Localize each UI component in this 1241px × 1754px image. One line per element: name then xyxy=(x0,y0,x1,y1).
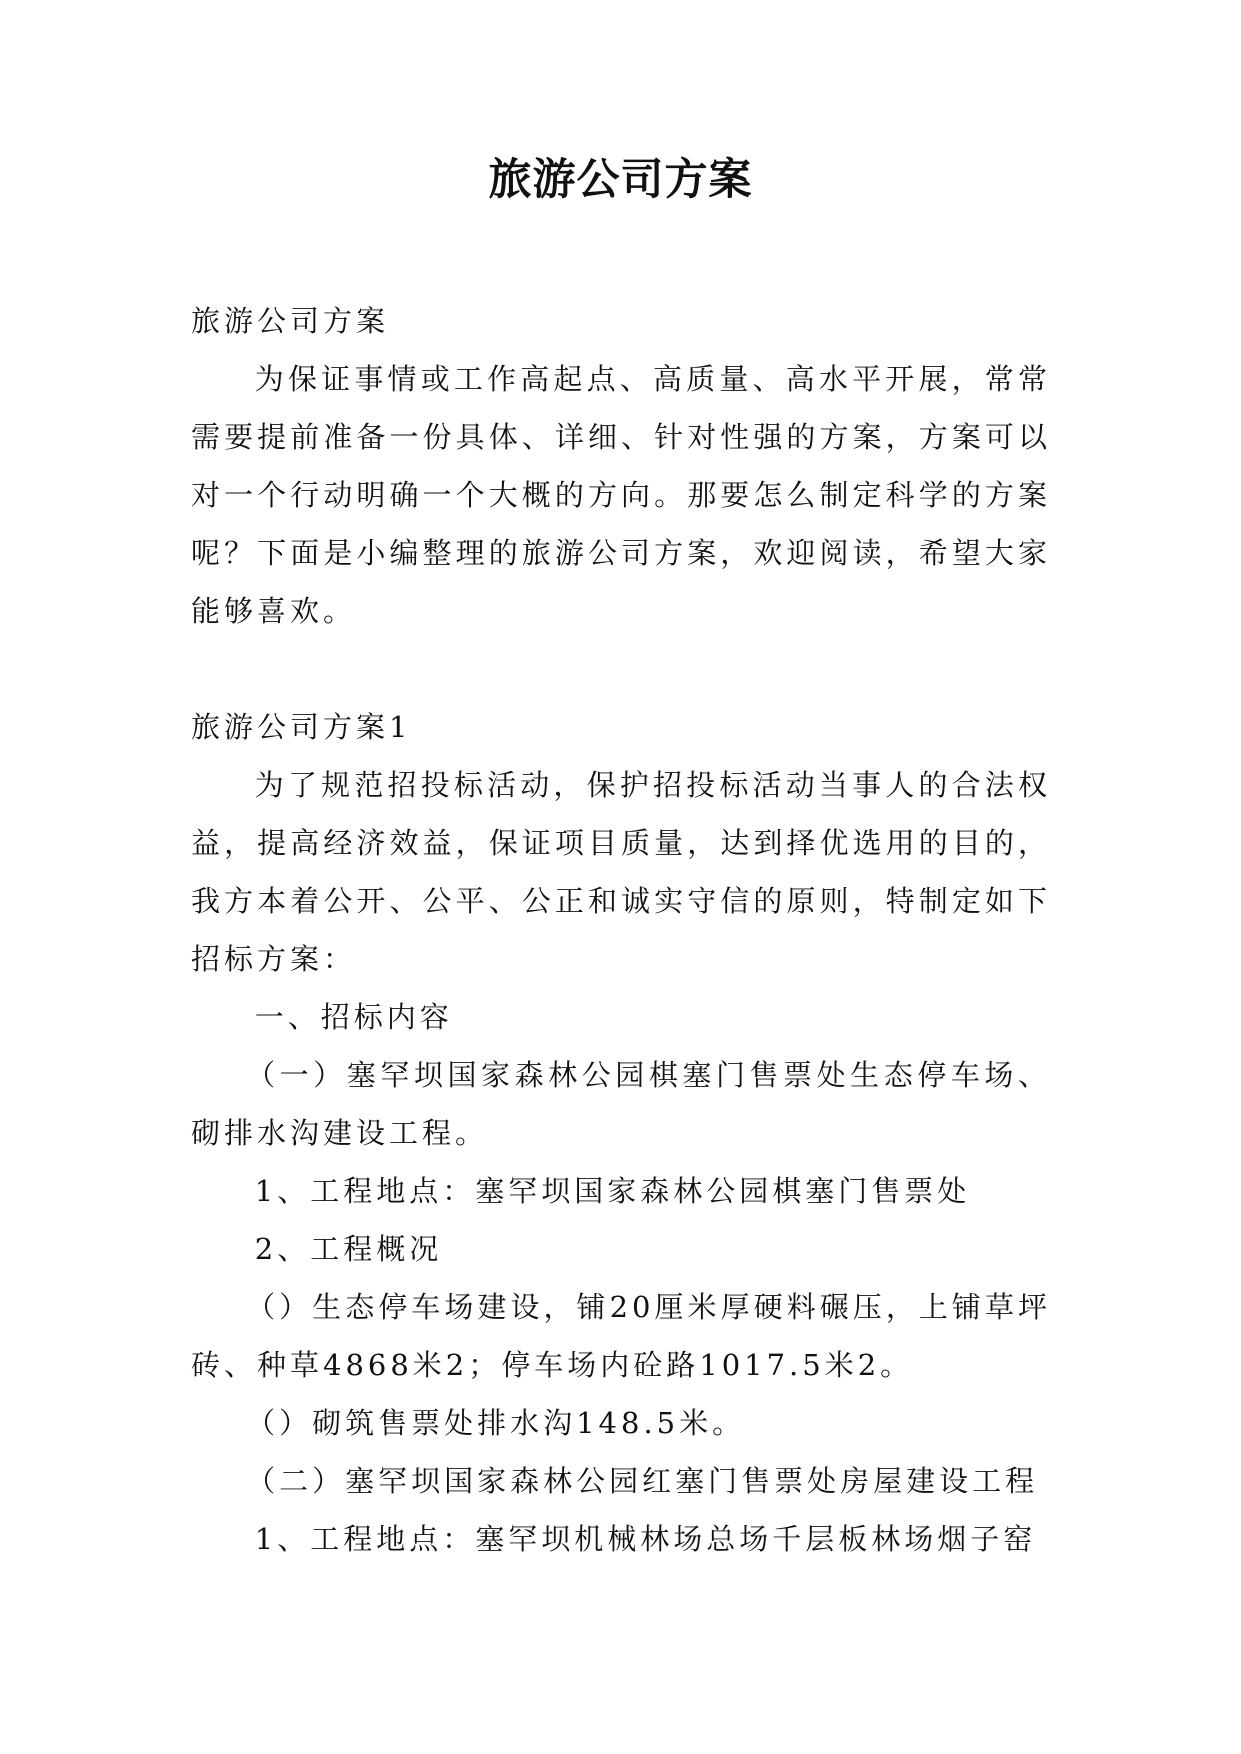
section-heading: 旅游公司方案1 xyxy=(191,710,412,744)
list-item: （）生态停车场建设，铺20厘米厚硬料碾压，上铺草坪砖、种草4868米2；停车场内砼路1017.5米2。 xyxy=(191,1290,1051,1382)
section-intro-paragraph: 为了规范招投标活动，保护招投标活动当事人的合法权益，提高经济效益，保证项目质量，达到择优选用的目的，我方本着公开、公平、公正和诚实守信的原则，特制定如下招标方案： xyxy=(191,768,1051,976)
list-item: 一、招标内容 xyxy=(254,1000,453,1034)
list-item: 1、工程地点：塞罕坝国家森林公园棋塞门售票处 xyxy=(254,1174,971,1208)
document-body xyxy=(191,292,1051,1568)
list-item: （）砌筑售票处排水沟148.5米。 xyxy=(246,1406,746,1440)
document-title: 旅游公司方案 xyxy=(488,155,753,205)
intro-paragraph: 为保证事情或工作高起点、高质量、高水平开展，常常需要提前准备一份具体、详细、针对性强的方案，方案可以对一个行动明确一个大概的方向。那要怎么制定科学的方案呢？下面是小编整理的旅游公司方案，欢迎阅读，希望大家能够喜欢。 xyxy=(191,362,1051,628)
list-item: 1、工程地点：塞罕坝机械林场总场千层板林场烟子窑 xyxy=(254,1522,1037,1556)
list-item: （二）塞罕坝国家森林公园红塞门售票处房屋建设工程 xyxy=(246,1464,1039,1498)
list-item: （一）塞罕坝国家森林公园棋塞门售票处生态停车场、砌排水沟建设工程。 xyxy=(191,1058,1051,1150)
body-subtitle: 旅游公司方案 xyxy=(191,304,390,338)
list-item: 2、工程概况 xyxy=(254,1232,443,1266)
